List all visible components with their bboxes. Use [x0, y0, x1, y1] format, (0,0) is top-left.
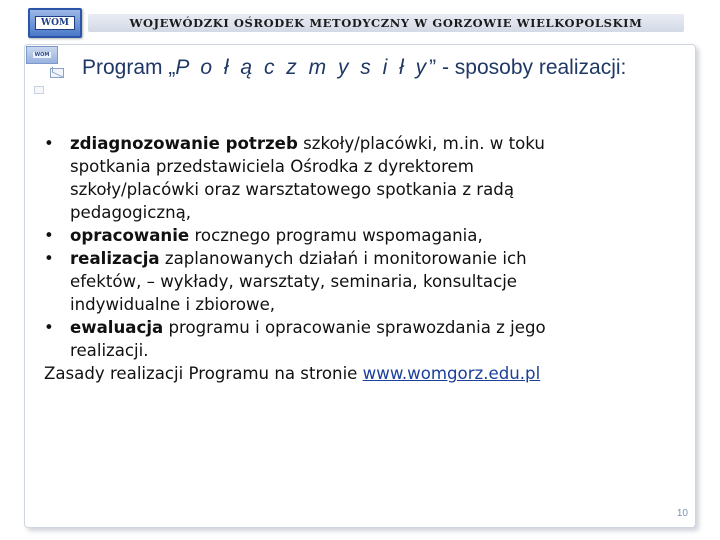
bullet-text: rocznego programu wspomagania, — [189, 226, 483, 245]
footer-line — [44, 362, 684, 385]
bullet-text: szkoły/placówki, m.in. w toku — [297, 134, 545, 153]
header-band — [88, 14, 684, 32]
bullet-line: efektów, – wykłady, warsztaty, seminaria, konsultacje — [70, 272, 518, 291]
slide-title-prefix: Program „ — [82, 56, 176, 79]
slide-title-suffix: ” - sposoby realizacji: — [429, 56, 627, 79]
slide-title-program: P o ł ą c z m y s i ł y — [175, 56, 430, 79]
bullet-line: pedagogiczną, — [70, 203, 192, 222]
page-number: 10 — [676, 508, 688, 519]
bullet-list — [44, 132, 684, 385]
bullet-item — [44, 247, 684, 316]
website-link[interactable]: www.womgorz.edu.pl — [362, 364, 541, 383]
decorative-mark-icon — [34, 86, 44, 94]
wom-logo — [28, 8, 82, 38]
bullet-term: realizacja — [70, 249, 160, 268]
wom-small-logo-text: WOM — [34, 52, 50, 58]
bullet-text: zaplanowanych działań i monitorowanie ich — [159, 249, 527, 268]
bullet-line: szkoły/placówki oraz warsztatowego spotkania z radą — [70, 180, 514, 199]
slide-title — [82, 56, 692, 80]
bullet-term: opracowanie — [70, 226, 190, 245]
bullet-term: ewaluacja — [70, 318, 164, 337]
bullet-line: realizacji. — [70, 341, 149, 360]
bullet-text: programu i opracowanie sprawozdania z jego — [163, 318, 546, 337]
bullet-item — [44, 316, 684, 362]
wom-small-logo — [26, 46, 58, 64]
institution-title: WOJEWÓDZKI OŚRODEK METODYCZNY W GORZOWIE WIELKOPOLSKIM — [129, 16, 643, 30]
bullet-line: indywidualne i zbiorowe, — [70, 295, 276, 314]
bullet-line: spotkania przedstawiciela Ośrodka z dyrektorem — [70, 157, 474, 176]
bullet-item — [44, 224, 684, 247]
bullet-item — [44, 132, 684, 224]
bullet-term: zdiagnozowanie potrzeb — [70, 134, 298, 153]
footer-text: Zasady realizacji Programu na stronie — [44, 364, 363, 383]
mail-icon — [50, 68, 64, 78]
wom-logo-text: WOM — [35, 16, 75, 30]
